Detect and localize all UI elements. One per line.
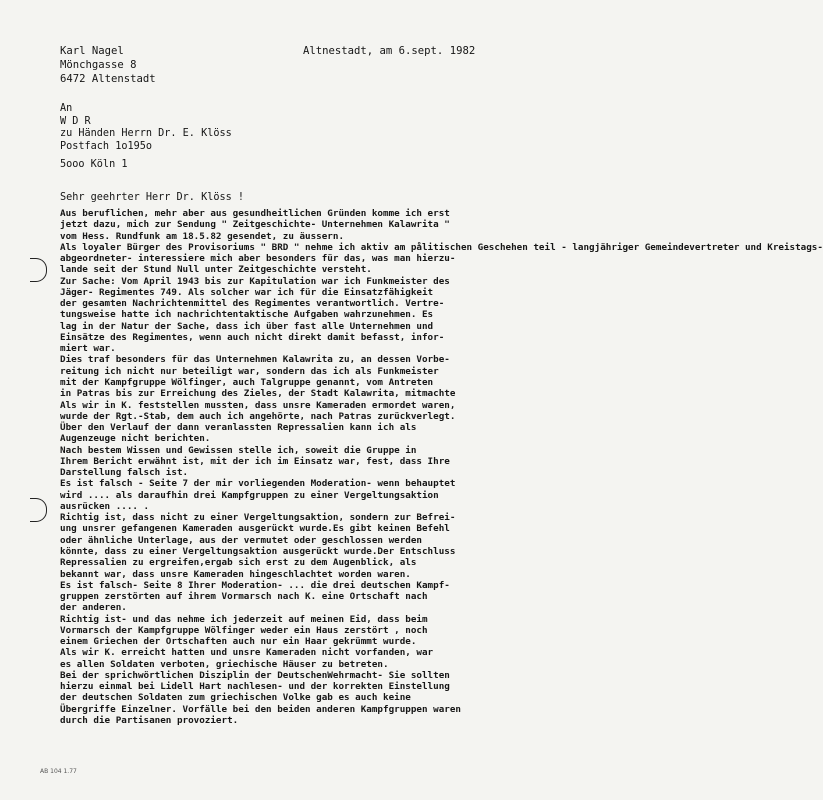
body-line: der anderen.: [60, 602, 127, 614]
body-line: könnte, dass zu einer Vergeltungsaktion ausgerückt wurde.Der Entschluss: [60, 545, 456, 557]
body-line: tungsweise hatte ich nachrichtentaktische Aufgaben wahrzunehmen. Es: [60, 309, 434, 321]
body-line: hierzu einmal bei Lidell Hart nachlesen- und der korrekten Einstellung: [60, 681, 450, 693]
body-line: Vormarsch der Kampfgruppe Wölfinger weder ein Haus zerstört , noch: [60, 624, 428, 636]
recipient-to: An: [60, 103, 73, 114]
salutation: Sehr geehrter Herr Dr. Klöss !: [60, 192, 245, 203]
body-line: Es ist falsch - Seite 7 der mir vorliegenden Moderation- wenn behauptet: [60, 478, 456, 490]
punch-hole-mark: [30, 258, 47, 282]
body-line: Übergriffe Einzelner. Vorfälle bei den beiden anderen Kampfgruppen waren: [60, 703, 461, 715]
body-line: der deutschen Soldaten zum griechischen Volke gab es auch keine: [60, 692, 411, 704]
punch-hole-mark: [30, 498, 47, 522]
recipient-city: 5ooo Köln 1: [60, 159, 128, 170]
body-line: wurde der Rgt.-Stab, dem auch ich angehörte, nach Patras zurückverlegt.: [60, 410, 456, 422]
body-line: Als wir in K. feststellen mussten, dass unsre Kameraden ermordet waren,: [60, 399, 456, 411]
body-line: Es ist falsch- Seite 8 Ihrer Moderation- ... die drei deutschen Kampf-: [60, 579, 450, 591]
sender-name: Karl Nagel: [60, 45, 124, 57]
body-line: miert war.: [60, 343, 116, 355]
recipient-address: [60, 103, 232, 172]
body-line: Dies traf besonders für das Unternehmen Kalawrita zu, an dessen Vorbe-: [60, 354, 450, 366]
body-line: wird .... als daraufhin drei Kampfgruppen zu einer Vergeltungsaktion: [60, 489, 439, 501]
body-line: Richtig ist- und das nehme ich jederzeit auf meinen Eid, dass beim: [60, 613, 428, 625]
body-line: Nach bestem Wissen und Gewissen stelle ich, soweit die Gruppe in: [60, 444, 417, 456]
body-line: Repressalien zu ergreifen,ergab sich erst zu dem Augenblick, als: [60, 557, 417, 569]
body-line: vom Hess. Rundfunk am 18.5.82 gesendet, zu äussern.: [60, 230, 345, 242]
body-line: Augenzeuge nicht berichten.: [60, 433, 211, 445]
form-footer: AB 104 1.77: [40, 768, 77, 775]
recipient-attn: zu Händen Herrn Dr. E. Klöss: [60, 128, 232, 139]
body-line: in Patras bis zur Erreichung des Zieles, der Stadt Kalawrita, mitmachte: [60, 388, 456, 400]
body-line: einem Griechen der Ortschaften auch nur ein Haar gekrümmt wurde.: [60, 636, 417, 648]
body-line: Darstellung falsch ist.: [60, 467, 189, 479]
body-line: Zur Sache: Vom April 1943 bis zur Kapitulation war ich Funkmeister des: [60, 275, 450, 287]
body-line: Einsätze des Regimentes, wenn auch nicht direkt damit befasst, infor-: [60, 331, 445, 343]
body-line: Als wir K. erreicht hatten und unsre Kameraden nicht vorfanden, war: [60, 647, 434, 659]
body-line: ung unsrer gefangenen Kameraden ausgerückt wurde.Es gibt keinen Befehl: [60, 523, 450, 535]
body-line: der gesamten Nachrichtenmittel des Regimentes verantwortlich. Vertre-: [60, 298, 445, 310]
recipient-org: W D R: [60, 115, 91, 127]
body-line: Aus beruflichen, mehr aber aus gesundheitlichen Gründen komme ich erst: [60, 208, 450, 219]
sender-city: 6472 Altenstadt: [60, 73, 156, 85]
letter-date: Altnestadt, am 6.sept. 1982: [303, 45, 476, 57]
body-line: Über den Verlauf der dann veranlassten Repressalien kann ich als: [60, 422, 417, 434]
body-line: oder ähnliche Unterlage, aus der vermutet oder geschlossen werden: [60, 534, 422, 546]
body-line: ausrücken .... .: [60, 500, 150, 512]
body-line: reitung ich nicht nur beteiligt war, sondern das ich als Funkmeister: [60, 365, 439, 377]
body-line: es allen Soldaten verboten, griechische Häuser zu betreten.: [60, 658, 389, 670]
recipient-box: Postfach 1o195o: [60, 140, 153, 152]
body-line: Ihrem Bericht erwähnt ist, mit der ich im Einsatz war, fest, dass Ihre: [60, 455, 450, 467]
body-line: Bei der sprichwörtlichen Disziplin der DeutschenWehrmacht- Sie sollten: [60, 669, 450, 681]
body-line: abgeordneter- interessiere mich aber besonders für das, was man hierzu-: [60, 253, 456, 265]
body-line: jetzt dazu, mich zur Sendung " Zeitgeschichte- Unternehmen Kalawrita ": [60, 219, 450, 231]
body-line: lag in der Natur der Sache, dass ich über fast alle Unternehmen und: [60, 320, 434, 332]
body-line: Als loyaler Bürger des Provisoriums " BRD " nehme ich aktiv am pålitischen Geschehen teil - langjähriger Gemeindevertreter und Kreistags-: [60, 241, 823, 253]
body-line: lande seit der Stund Null unter Zeitgeschichte versteht.: [60, 264, 372, 276]
body-line: Jäger- Regimentes 749. Als solcher war ich für die Einsatzfähigkeit: [60, 286, 434, 298]
sender-street: Mönchgasse 8: [60, 59, 137, 71]
body-line: Richtig ist, dass nicht zu einer Vergeltungsaktion, sondern zur Befrei-: [60, 512, 456, 524]
body-line: gruppen zerstörten auf ihrem Vormarsch nach K. eine Ortschaft nach: [60, 591, 428, 603]
sender-address: [60, 44, 156, 86]
body-line: bekannt war, dass unsre Kameraden hingeschlachtet worden waren.: [60, 568, 411, 580]
body-line: durch die Partisanen provoziert.: [60, 714, 239, 726]
body-line: mit der Kampfgruppe Wölfinger, auch Talgruppe genannt, vom Antreten: [60, 376, 434, 388]
letter-body: [60, 208, 823, 726]
